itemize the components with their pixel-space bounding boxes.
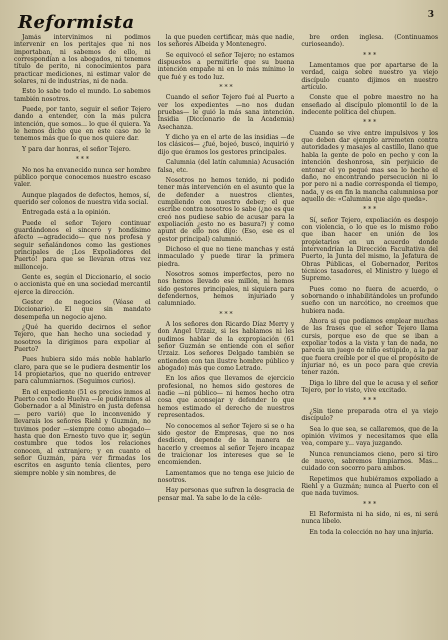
paragraph: Ahora si que podíamos emplear muchas de las frases que el señor Tejero llama cursis, porque eso de que se iban a expoliar todos a la vista y tan de nada, no parecía un juego de niño estúpido, a la par que fuera creíble por el que el propósito de injuriar nó, es un poco para que crevia tener razón. [301, 318, 439, 377]
paragraph: Se equivocó el señor Tejero; no estamos dispuestos a permitirle que su buena intención empañe ni en lo más mínimo lo que fué y es todo luz. [157, 51, 295, 81]
section-separator: * * * [363, 500, 377, 508]
paragraph: A los señores don Ricardo Díaz Merry y don Angel Urzaiz, si les hablamos ni les pudimos hablar de la expropiación (61 señor Guzmán se entiende con el señor Urzaiz. Los señores Delgado también se entienden con tan ilustre hombre público y abogado) más que como Letrado. [157, 321, 295, 373]
paragraph: Aunque plagados de defectos, hemos, sí, querido ser colonos de nuestra vida social. [14, 191, 151, 206]
section-separator: * * * [75, 156, 89, 164]
column-1 [14, 34, 151, 640]
paragraph: Nunca renunciamos cieno, pero si tiro de nuevo, sabremos limpiarnos. Mas... cuidado con socorro para ambos. [301, 450, 439, 473]
paragraph: Puede, por tanto, seguir el señor Tejero dando a entender, con la más pulcra intención, que somos... lo que él quiera. Ya le hemos dicho que en este caso no le tenemos más que lo que nos quiere dar. [14, 106, 151, 143]
paragraph: Sea lo que sea, se callaremos, que de la opinión vivimos y necesitamos que ella vea, compare y... vaya juzgando. [301, 425, 439, 448]
paragraph: Gente es, según el Diccionario, el socio o accionista que en una sociedad mercantil ejerce la dirección. [14, 273, 151, 296]
paragraph: Cuando el señor Tejero fué al Puerto a ver los expedientes —no nos dudan pruebas— le guió la más sana intención. Insidia (Diccionario de la Academia) Asechanza. [157, 94, 295, 131]
paragraph: No conocemos al señor Tejero si se o ha sido gestor de Empresas, que no nos desdicen, depende de la manera de hacerlo y creemos al señor Tejero incapaz de traicionar los intereses que se le encomienden. [157, 422, 295, 467]
page-header [14, 6, 438, 34]
paragraph: Hay personas que sufren la desgracia de pensar mal. Ya sabe lo de la céle- [157, 487, 295, 502]
section-separator: * * * [363, 119, 377, 127]
paragraph: No nos ha envanecido nunca ser hombre público porque conocemos nuestro escaso valer. [14, 166, 151, 189]
paragraph: Lamentamos que por apartarse de la verdad, caiga sobre nuestro ya viejo discípulo cuanto dijimos en nuestro artículo. [301, 62, 439, 92]
paragraph: Dichoso el que no tiene manchas y está inmaculado y puede tirar la primera piedra. [157, 245, 295, 268]
paragraph: ¿Sin tiene preparada otra el ya viejo discípulo? [301, 407, 439, 423]
paragraph: En los años que llevamos de ejercicio profesional, no hemos sido gestores de nadie —ni público— ni hemos hecho otra cosa que aconsejar y defender lo que hemos estimado el derecho de nuestros representados. [157, 375, 295, 420]
paragraph: En el expediente (51 es precios inmos al Puerto con todo Huelva —le pudiéramos al Gobernador a al Ministro en justa defensa— pero varió) que lo inconvenido y llevarais los señores Riehl y Guzmán, no tuvimos poder —siempre como abogado— hasta que don Ernesto tuvo que ir, según costumbre que todos los relaciones conocen, al extranjero; y en cuanto el señor Guzmán, para ver firmadas los escritos en asgunto tenía clientes, pero siempre noble y sin nombres, de [14, 388, 151, 477]
section-separator: * * * [219, 310, 233, 318]
page-number: 3 [427, 10, 434, 20]
paragraph: Cuando se vive entre impulsivos y los que deben dar ejemplo arremeten contra autoridades y masajes al castillo, llano que habla la gente de polo en pecho y con la intención deshonrosa, sin perjuicio de entonar el yo pequé mas sea lo hecho el daño, no encontrando persecución ni lo por pero ni a nadie corresponda el tiempo, nada, y es en fin la mancha calumniosa por aquello de: «Calumnia que algo queda». [301, 129, 439, 203]
paragraph: la que pueden certificar, más que nadie, los señores Albeida y Montenegro. [157, 34, 295, 49]
paragraph: Sí, señor Tejero, expoliación es despojo con violencia, o lo que es lo mismo robo que iban hacer en unión de los propietarios en un acuerdo donde intervendrían la Dirección Facultativa del Puerto, la Junta del mismo, la Jefatura de Obras Públicas, el Gobernador, Peritos técnicos tasadores, el Ministro y luego el Supremo. [301, 216, 439, 283]
section-separator: * * * [363, 397, 377, 405]
paragraph: Conste que el pobre maestro no ha enseñado al discípulo plomontil lo de la indecente política del chupen. [301, 94, 439, 117]
paragraph: Nosotros no hemos tenido, ni podido tener más intervención en el asunto que la de defender a nuestros clientes, cumpliendo con nuestro deber; el que escribe contra nosotros lo sabe (¿no es que creó nos pudiese sabio de acusar para la expoliación ¿esto no es basura?) y como apunt de ello nos dijo: (Eso, ese es el gestor principal) calumnió. [157, 176, 295, 243]
section-separator: * * * [363, 51, 377, 59]
masthead-title: Reformista [18, 12, 135, 33]
paragraph: Pues hubiera sido más noble hablarlo claro, para que se le pudiera desmentir los 14 propietarios, que no querido entrever para calumniarnos. (Seguimos curios). [14, 356, 151, 386]
paragraph: Nosotros somos imperfectos, pero no nos hemos llevado ese millón, ni hemos sido gestores principales, ni siquiera para defendernos, hemos injuriado y calumniado. [157, 270, 295, 308]
paragraph: Gestor de negocios (Véase el Diccionario). El que sin mandato desempeña un negocio ajeno. [14, 299, 151, 321]
paragraph: Y dicho ya en el arte de las insidias —de los clásicos— ¿fué, bojeó, buscó, inquirió y dijo que éramos los gestores principales. [157, 134, 295, 156]
paragraph: ¿Qué ha querido decirnos el señor Tejero, que han hecho una sociedad y nosotros la dirigimos para expoliar al Puerto? [14, 324, 151, 354]
paragraph: Y para dar honras, el señor Tejero. [22, 145, 131, 153]
article-columns [14, 34, 438, 640]
paragraph: Pues como no fuera de acuerdo, o sobornando o inhabilitándoles un profundo sueño con un narcótico, no creemos que hubiera nada. [301, 285, 439, 315]
paragraph: bre orden inglesa. (Continuamos curioseando). [301, 34, 439, 49]
paragraph: Diga lo libre del que le acusa y el señor Tejero, por lo visto, vive excitado. [301, 379, 439, 395]
paragraph: Esto lo sabe todo el mundo. Lo sabemos también nosotros. [14, 88, 151, 103]
column-2 [158, 34, 295, 640]
paragraph: Puede el señor Tejero continuar guardándonos el sincero y hondísimo afecto —agradecido— que nos profesa y seguir señalándonos como las gestiones principales de ¡Los Expoliadores del Puerto! para que se llevaran otras vez milloncejo. [14, 219, 151, 271]
paragraph: En toda la colección no hay una injuria. [309, 528, 434, 536]
section-separator: * * * [219, 84, 233, 92]
paragraph: Repetimos que hubiéramos expoliado a Riehl y a Guzmán; nunca al Puerto con el que nada tuvimos. [301, 475, 439, 498]
paragraph: Lamentamos que no tenga ese juicio de nosotros. [157, 469, 295, 484]
paragraph: Calumnia (del latín calumnia) Acusación falsa, etc. [157, 159, 295, 174]
paragraph: Jamás intervinimos ni podimos intervenir en los peritajes que ni nos importaban, ni sabemos de ello, ni correspondían a los abogados, ni tenemos título de perito, ni conocimientos para practicar mediciones, ni estimar valor de solares, ni de industrias, ni de nada. [14, 34, 151, 86]
paragraph: El Reformista ni ha sido, ni es, ni será nunca libelo. [301, 510, 439, 526]
paragraph: Entregada está a la opinión. [22, 209, 111, 217]
section-separator: * * * [363, 206, 377, 214]
column-3 [301, 34, 438, 640]
